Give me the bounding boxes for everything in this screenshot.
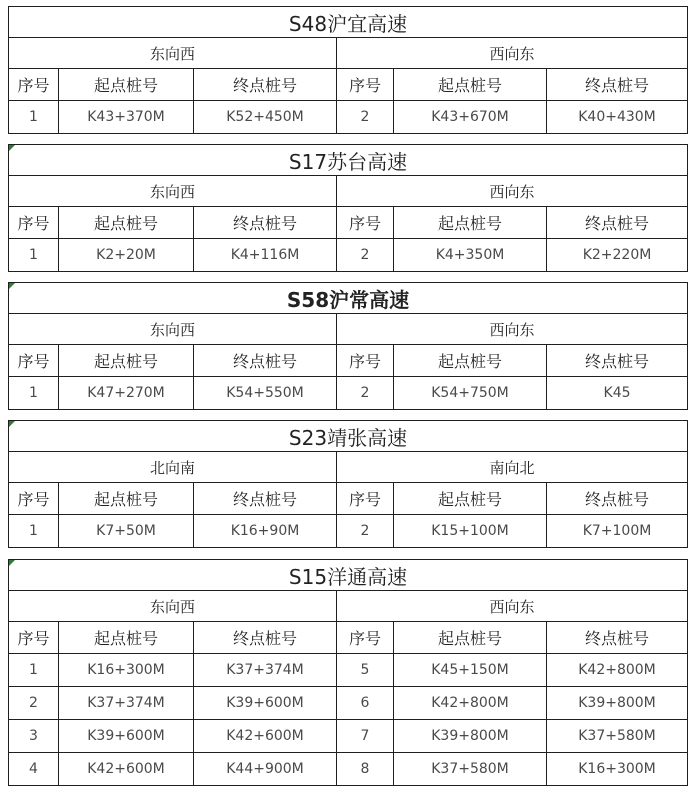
seq-cell: 1 xyxy=(9,377,59,410)
column-header-start: 起点桩号 xyxy=(59,622,194,654)
column-header-start: 起点桩号 xyxy=(59,483,194,515)
start-cell: K39+600M xyxy=(59,720,194,753)
direction-header: 东向西 xyxy=(9,314,337,345)
end-cell: K54+550M xyxy=(194,377,337,410)
end-cell: K37+580M xyxy=(547,720,688,753)
seq-cell: 1 xyxy=(9,101,59,134)
column-header-start: 起点桩号 xyxy=(394,345,547,377)
seq-cell: 3 xyxy=(9,720,59,753)
highway-title: S48沪宜高速 xyxy=(9,7,688,38)
corner-marker xyxy=(9,283,15,289)
start-cell: K37+374M xyxy=(59,687,194,720)
table-row xyxy=(9,101,688,134)
highway-table-s58 xyxy=(8,282,688,410)
end-cell: K39+600M xyxy=(194,687,337,720)
direction-header: 东向西 xyxy=(9,591,337,622)
column-header-seq: 序号 xyxy=(9,207,59,239)
seq-cell: 1 xyxy=(9,515,59,548)
end-cell: K16+90M xyxy=(194,515,337,548)
highway-title-text: S15洋通高速 xyxy=(288,564,408,589)
column-header-end: 终点桩号 xyxy=(194,207,337,239)
column-header-start: 起点桩号 xyxy=(394,622,547,654)
column-header-end: 终点桩号 xyxy=(547,483,688,515)
start-cell: K16+300M xyxy=(59,654,194,687)
end-cell: K37+374M xyxy=(194,654,337,687)
column-header-end: 终点桩号 xyxy=(194,69,337,101)
table-row xyxy=(9,239,688,272)
highway-table-s23 xyxy=(8,420,688,548)
end-cell: K45 xyxy=(547,377,688,410)
start-cell: K7+50M xyxy=(59,515,194,548)
table-row xyxy=(9,515,688,548)
column-header-start: 起点桩号 xyxy=(59,345,194,377)
direction-header: 北向南 xyxy=(9,452,337,483)
column-header-seq: 序号 xyxy=(337,207,394,239)
start-cell: K47+270M xyxy=(59,377,194,410)
column-header-start: 起点桩号 xyxy=(394,69,547,101)
start-cell: K54+750M xyxy=(394,377,547,410)
column-header-start: 起点桩号 xyxy=(394,207,547,239)
seq-cell: 2 xyxy=(337,377,394,410)
highway-title xyxy=(9,560,688,591)
column-header-end: 终点桩号 xyxy=(194,345,337,377)
column-header-seq: 序号 xyxy=(337,345,394,377)
corner-marker xyxy=(9,421,15,427)
column-header-start: 起点桩号 xyxy=(59,207,194,239)
start-cell: K42+800M xyxy=(394,687,547,720)
start-cell: K2+20M xyxy=(59,239,194,272)
column-header-start: 起点桩号 xyxy=(394,483,547,515)
highway-title-text: S58沪常高速 xyxy=(286,287,410,312)
end-cell: K39+800M xyxy=(547,687,688,720)
end-cell: K44+900M xyxy=(194,753,337,786)
seq-cell: 2 xyxy=(337,515,394,548)
end-cell: K7+100M xyxy=(547,515,688,548)
corner-marker xyxy=(9,560,15,566)
end-cell: K52+450M xyxy=(194,101,337,134)
end-cell: K4+116M xyxy=(194,239,337,272)
seq-cell: 2 xyxy=(337,239,394,272)
direction-header: 南向北 xyxy=(337,452,688,483)
column-header-seq: 序号 xyxy=(337,622,394,654)
table-row xyxy=(9,377,688,410)
highway-title-text: S23靖张高速 xyxy=(288,425,408,450)
column-header-seq: 序号 xyxy=(9,483,59,515)
seq-cell: 1 xyxy=(9,239,59,272)
direction-header: 西向东 xyxy=(337,591,688,622)
start-cell: K4+350M xyxy=(394,239,547,272)
end-cell: K42+800M xyxy=(547,654,688,687)
end-cell: K42+600M xyxy=(194,720,337,753)
column-header-end: 终点桩号 xyxy=(194,483,337,515)
direction-header: 东向西 xyxy=(9,176,337,207)
highway-title xyxy=(9,421,688,452)
end-cell: K40+430M xyxy=(547,101,688,134)
corner-marker xyxy=(9,145,15,151)
direction-header: 西向东 xyxy=(337,314,688,345)
start-cell: K45+150M xyxy=(394,654,547,687)
direction-header: 西向东 xyxy=(337,176,688,207)
seq-cell: 2 xyxy=(9,687,59,720)
start-cell: K43+370M xyxy=(59,101,194,134)
highway-table-s15 xyxy=(8,559,688,786)
seq-cell: 1 xyxy=(9,654,59,687)
start-cell: K37+580M xyxy=(394,753,547,786)
seq-cell: 4 xyxy=(9,753,59,786)
start-cell: K39+800M xyxy=(394,720,547,753)
column-header-end: 终点桩号 xyxy=(547,622,688,654)
seq-cell: 6 xyxy=(337,687,394,720)
seq-cell: 2 xyxy=(337,101,394,134)
column-header-seq: 序号 xyxy=(9,622,59,654)
table-row xyxy=(9,654,688,687)
highway-title xyxy=(9,145,688,176)
end-cell: K16+300M xyxy=(547,753,688,786)
seq-cell: 7 xyxy=(337,720,394,753)
column-header-seq: 序号 xyxy=(9,345,59,377)
column-header-end: 终点桩号 xyxy=(194,622,337,654)
table-row xyxy=(9,687,688,720)
column-header-seq: 序号 xyxy=(337,483,394,515)
column-header-seq: 序号 xyxy=(337,69,394,101)
direction-header: 西向东 xyxy=(337,38,688,69)
seq-cell: 5 xyxy=(337,654,394,687)
table-row xyxy=(9,720,688,753)
highway-title-text: S17苏台高速 xyxy=(288,149,408,174)
direction-header: 东向西 xyxy=(9,38,337,69)
column-header-end: 终点桩号 xyxy=(547,207,688,239)
start-cell: K42+600M xyxy=(59,753,194,786)
column-header-end: 终点桩号 xyxy=(547,69,688,101)
start-cell: K43+670M xyxy=(394,101,547,134)
end-cell: K2+220M xyxy=(547,239,688,272)
highway-table-s17 xyxy=(8,144,688,272)
start-cell: K15+100M xyxy=(394,515,547,548)
column-header-start: 起点桩号 xyxy=(59,69,194,101)
seq-cell: 8 xyxy=(337,753,394,786)
column-header-seq: 序号 xyxy=(9,69,59,101)
column-header-end: 终点桩号 xyxy=(547,345,688,377)
highway-title xyxy=(9,283,688,314)
highway-table-s48 xyxy=(8,6,688,134)
